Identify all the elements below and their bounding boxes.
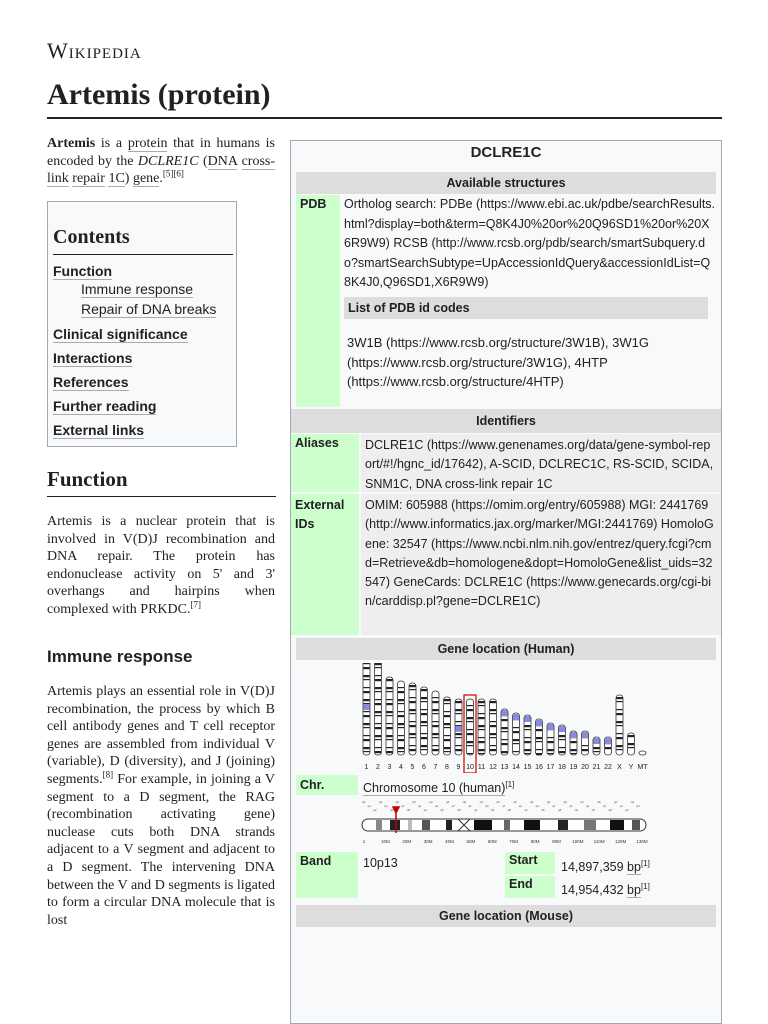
band-tick-label: q3 <box>378 800 383 804</box>
chromosome-MT[interactable] <box>639 751 646 755</box>
external-ids-label[interactable]: External IDs <box>291 494 359 635</box>
band-tick-label: q3 <box>530 800 534 804</box>
band-tick-label: q0 <box>513 800 517 804</box>
chromosome-label: 6 <box>422 764 426 771</box>
chromosome-label: MT <box>637 764 648 771</box>
scale-label: 10M <box>381 839 390 843</box>
chromosome-19[interactable] <box>570 731 577 755</box>
scale-label: 100M <box>572 839 584 843</box>
citation-ref[interactable]: [8] <box>102 769 114 780</box>
chromosome-label: 1 <box>364 764 369 771</box>
chromosome-label: 3 <box>387 764 392 771</box>
link-dna[interactable]: DNA <box>207 153 238 169</box>
band-tick-label: q2 <box>474 808 478 812</box>
band-tick-label: q2 <box>574 808 579 812</box>
band-tick-label: q8 <box>406 808 411 812</box>
chromosome-label: 11 <box>477 764 486 771</box>
chromosome-10[interactable] <box>467 699 474 755</box>
band-tick-label: q8 <box>608 808 612 812</box>
section-heading-immune-response: Immune response <box>47 647 193 666</box>
external-ids-value[interactable]: OMIM: 605988 (https://omim.org/entry/605988) MGI: 2441769 (http://www.informatics.jax.org/marker/MGI:2441769) HomoloGene: 32547 (https://www.ncbi.nlm.nih.gov/entrez/query.fcgi?cmd=Retrieve&db=homologene&dopt=HomoloGene&list_uids=32547) GeneCards: DCLRE1C (https://www.genecards.org/cgi-bin/carddisp.pl?gene=DCLRE1C) <box>361 494 721 635</box>
scale-label: 1 <box>362 839 366 843</box>
band-tick-label: q4 <box>384 804 388 808</box>
chromosome-17[interactable] <box>547 723 554 755</box>
chromosome-label: 4 <box>399 764 403 771</box>
toc-item-interactions[interactable]: Interactions <box>53 350 133 366</box>
scale-label: 80M <box>530 839 540 843</box>
cytoband <box>504 820 510 830</box>
band-tick-label: q4 <box>586 804 590 808</box>
lead-text: . <box>159 171 163 187</box>
chromosome-label: 16 <box>535 764 543 771</box>
band-tick-label: q7 <box>552 804 556 808</box>
chromosome-label: 10 <box>466 764 474 771</box>
chromosome-label: 5 <box>410 764 415 771</box>
band-tick-label: q1 <box>367 804 371 808</box>
toc-item-further-reading[interactable]: Further reading <box>53 398 157 414</box>
chromosome-label: 8 <box>445 764 449 771</box>
band-tick-label: q0 <box>563 800 567 804</box>
cytoband <box>524 820 540 830</box>
toc-item-external-links[interactable]: External links <box>53 422 145 438</box>
chromosome-22[interactable] <box>605 737 612 755</box>
band-tick-label: q5 <box>541 808 545 812</box>
chromosome-10-map[interactable] <box>359 797 649 843</box>
pdb-ortholog-search[interactable]: Ortholog search: PDBe (https://www.ebi.ac.uk/pdbe/searchResults.html?display=both&term=Q8K4J0%20or%20Q96SD1%20or%20X6R9W9) RCSB (http://www.rcsb.org/pdb/search/smartSubquery.do?smartSearchSubtype=UpAccessionIdQuery&accessionIdList=Q8K4J0,Q96SD1,X6R9W9) <box>344 197 716 289</box>
chromosome-13[interactable] <box>501 709 508 755</box>
scale-label: 30M <box>423 839 433 843</box>
chromosome-21[interactable] <box>593 737 600 755</box>
band-tick-label: q4 <box>485 804 489 808</box>
chromosome-label: 2 <box>376 764 380 771</box>
chromosome-11[interactable] <box>478 699 485 755</box>
end-value: 14,954,432 bp[1] <box>561 882 650 898</box>
band-tick-label: q1 <box>619 804 623 808</box>
scale-label: 110M <box>593 839 605 843</box>
band-tick-label: q6 <box>395 800 399 804</box>
pdb-label[interactable]: PDB <box>296 195 340 407</box>
band-tick-label: q3 <box>429 800 433 804</box>
gene-symbol: DCLRE1C <box>137 153 199 169</box>
cytoband <box>422 820 430 830</box>
scale-label: 20M <box>402 839 412 843</box>
band-tick-label: q3 <box>479 800 483 804</box>
chromosome-label: 22 <box>604 764 612 771</box>
scale-label: 130M <box>636 839 648 843</box>
chromosome-5[interactable] <box>409 683 416 755</box>
lead-text: that in humans is encoded by the <box>47 136 275 169</box>
toc-item-clinical-significance[interactable]: Clinical significance <box>53 326 188 342</box>
band-tick-label: q6 <box>446 800 450 804</box>
toc-divider <box>53 254 233 255</box>
link-cross-link[interactable]: cross-link <box>47 153 276 187</box>
band-tick-label: q7 <box>602 804 607 808</box>
chromosome-label: 9 <box>456 764 461 771</box>
band-tick-label: q6 <box>597 800 601 804</box>
chromosome-label: 12 <box>489 764 497 771</box>
band-tick-label: q4 <box>434 804 439 808</box>
citation-ref[interactable]: [7] <box>190 599 201 610</box>
function-paragraph <box>47 513 275 619</box>
pdb-codes[interactable]: 3W1B (https://www.rcsb.org/structure/3W1B), 3W1G (https://www.rcsb.org/structure/3W1G), 4HTP (https://www.rcsb.org/structure/4HTP) <box>347 335 649 389</box>
end-label: End <box>505 876 555 898</box>
chromosome-14[interactable] <box>513 713 520 755</box>
band-tick-label: q5 <box>591 808 595 812</box>
wikipedia-wordmark[interactable]: Wikipedia <box>47 38 142 63</box>
chr-label: Chr. <box>296 775 358 795</box>
chromosome-20[interactable] <box>582 731 589 755</box>
band-tick-label: q2 <box>373 808 377 812</box>
band-tick-label: q7 <box>451 804 455 808</box>
cytoband <box>408 820 412 830</box>
chromosome-4[interactable] <box>398 681 405 755</box>
chromosome-9[interactable] <box>455 699 462 755</box>
toc-item-repair-of-dna-breaks[interactable]: Repair of DNA breaks <box>81 301 217 317</box>
chromosome-18[interactable] <box>559 725 566 755</box>
scale-label: 70M <box>509 839 519 843</box>
chromosome-label: 7 <box>433 764 438 771</box>
band-tick-label: q0 <box>362 800 366 804</box>
chromosome-7[interactable] <box>432 691 439 755</box>
chromosome-label: 19 <box>569 764 578 771</box>
function-text: Artemis is a nuclear protein that is involved in V(D)J recombination and DNA repair. The protein has endonuclease activity on 5' and 3' overhangs and hairpins when complexed with PRKDC. <box>47 514 275 617</box>
band-tick-label: q6 <box>496 800 500 804</box>
lead-text: ) <box>124 171 133 187</box>
band-tick-label: q2 <box>524 808 528 812</box>
chr-value[interactable]: Chromosome 10 (human)[1] <box>363 780 515 796</box>
infobox <box>290 140 722 1024</box>
cytoband <box>474 820 492 830</box>
scale-label: 90M <box>552 839 561 843</box>
available-structures-header: Available structures <box>296 172 716 194</box>
lead-subject: Artemis <box>47 136 96 151</box>
chromosome-15[interactable] <box>524 715 531 755</box>
band-value: 10p13 <box>363 856 398 870</box>
bp-link[interactable]: bp <box>627 860 641 875</box>
section-heading-function: Function <box>47 467 128 491</box>
band-tick-label: q3 <box>580 800 584 804</box>
cytoband <box>446 820 452 830</box>
scale-label: 50M <box>466 839 476 843</box>
toc-item-immune-response[interactable]: Immune response <box>81 281 194 297</box>
band-label: Band <box>296 852 358 898</box>
band-tick-label: q0 <box>614 800 618 804</box>
band-tick-label: q8 <box>457 808 461 812</box>
link-repair[interactable]: repair <box>72 171 105 187</box>
band-tick-label: q2 <box>423 808 427 812</box>
band-tick-label: q1 <box>418 804 422 808</box>
cytoband <box>558 820 568 830</box>
band-tick-label: q7 <box>401 804 405 808</box>
chromosome-1[interactable] <box>363 663 370 755</box>
toc-title: Contents <box>53 226 130 248</box>
cytoband <box>632 820 640 830</box>
chromosome-8[interactable] <box>444 697 451 755</box>
cytoband <box>376 820 382 830</box>
link-protein[interactable]: protein <box>127 136 168 151</box>
link-1c[interactable]: 1C <box>108 171 125 187</box>
band-tick-label: q0 <box>462 800 467 804</box>
band-tick-label: q6 <box>546 800 551 804</box>
table-of-contents <box>47 201 237 447</box>
lead-text: ( <box>198 153 208 169</box>
band-tick-label: q3 <box>630 800 635 804</box>
toc-item-function[interactable]: Function <box>53 263 113 279</box>
chromosome-3[interactable] <box>386 677 393 755</box>
pdb-list-header[interactable]: List of PDB id codes <box>344 297 708 319</box>
start-label: Start <box>505 852 555 874</box>
gene-location-mouse-header: Gene location (Mouse) <box>296 905 716 927</box>
chromosome-X[interactable] <box>616 695 623 755</box>
band-tick-label: q5 <box>490 808 495 812</box>
chromosome-label: 17 <box>546 764 555 771</box>
chromosome-ideogram[interactable] <box>361 663 651 773</box>
infobox-title: DCLRE1C <box>470 144 542 161</box>
band-tick-label: q2 <box>625 808 629 812</box>
cytoband <box>584 820 596 830</box>
chromosome-label: 14 <box>512 764 520 771</box>
chromosome-Y[interactable] <box>628 733 635 755</box>
scale-label: 40M <box>445 839 454 843</box>
title-divider <box>47 117 722 119</box>
chromosome-label: X <box>617 764 622 771</box>
citation-ref[interactable]: [5][6] <box>162 168 184 179</box>
band-tick-label: q0 <box>412 800 416 804</box>
band-tick-label: q5 <box>390 808 394 812</box>
scale-label: 60M <box>487 839 497 843</box>
band-tick-label: q8 <box>507 808 511 812</box>
cytoband <box>390 820 400 830</box>
link-gene[interactable]: gene <box>132 171 160 187</box>
chromosome-12[interactable] <box>490 699 497 755</box>
chromosome-16[interactable] <box>536 719 543 755</box>
band-tick-label: q4 <box>636 804 640 808</box>
lead-paragraph <box>47 135 275 188</box>
cytoband <box>610 820 624 830</box>
bp-link[interactable]: bp <box>627 883 641 898</box>
band-tick-label: q1 <box>468 804 472 808</box>
chromosome-label: 18 <box>558 764 566 771</box>
aliases-label[interactable]: Aliases <box>291 434 359 492</box>
page-title: Artemis (protein) <box>47 78 271 111</box>
chromosome-label: 13 <box>500 764 509 771</box>
aliases-value[interactable]: DCLRE1C (https://www.genenames.org/data/gene-symbol-report/#!/hgnc_id/17642), A-SCID, DCLREC1C, RS-SCID, SCIDA, SNM1C, DNA cross-link repair 1C <box>361 434 721 492</box>
toc-item-references[interactable]: References <box>53 374 129 390</box>
immune-text: Artemis plays an essential role in V(D)J recombination, the process by which B cell antibody genes and T cell receptor genes are assembled from individual V (variable), D (diversity), and J (joining) segments. <box>47 684 275 787</box>
lead-text: is a <box>95 136 128 151</box>
start-value: 14,897,359 bp[1] <box>561 859 650 875</box>
chromosome-label: 21 <box>592 764 601 771</box>
identifiers-header: Identifiers <box>291 409 721 433</box>
band-tick-label: q4 <box>535 804 539 808</box>
immune-paragraph <box>47 683 275 929</box>
scale-label: 120M <box>614 839 627 843</box>
section-divider <box>47 496 276 497</box>
band-tick-label: q1 <box>569 804 573 808</box>
gene-location-human-header: Gene location (Human) <box>296 638 716 660</box>
band-tick-label: q1 <box>518 804 523 808</box>
immune-text: For example, in joining a V segment to a D segment, the RAG (recombination activating gene) nuclease cuts both DNA strands adjacent to a V segment and adjacent to a D segment. The intervening DNA between the V and D segments is ligated to form a circular DNA molecule that is lost <box>47 771 275 928</box>
chromosome-2[interactable] <box>375 663 382 755</box>
band-tick-label: q7 <box>502 804 506 808</box>
band-tick-label: q8 <box>558 808 562 812</box>
chromosome-label: 20 <box>581 764 589 771</box>
chromosome-6[interactable] <box>421 687 428 755</box>
chromosome-label: Y <box>628 764 634 771</box>
band-tick-label: q5 <box>440 808 444 812</box>
chromosome-label: 15 <box>523 764 532 771</box>
